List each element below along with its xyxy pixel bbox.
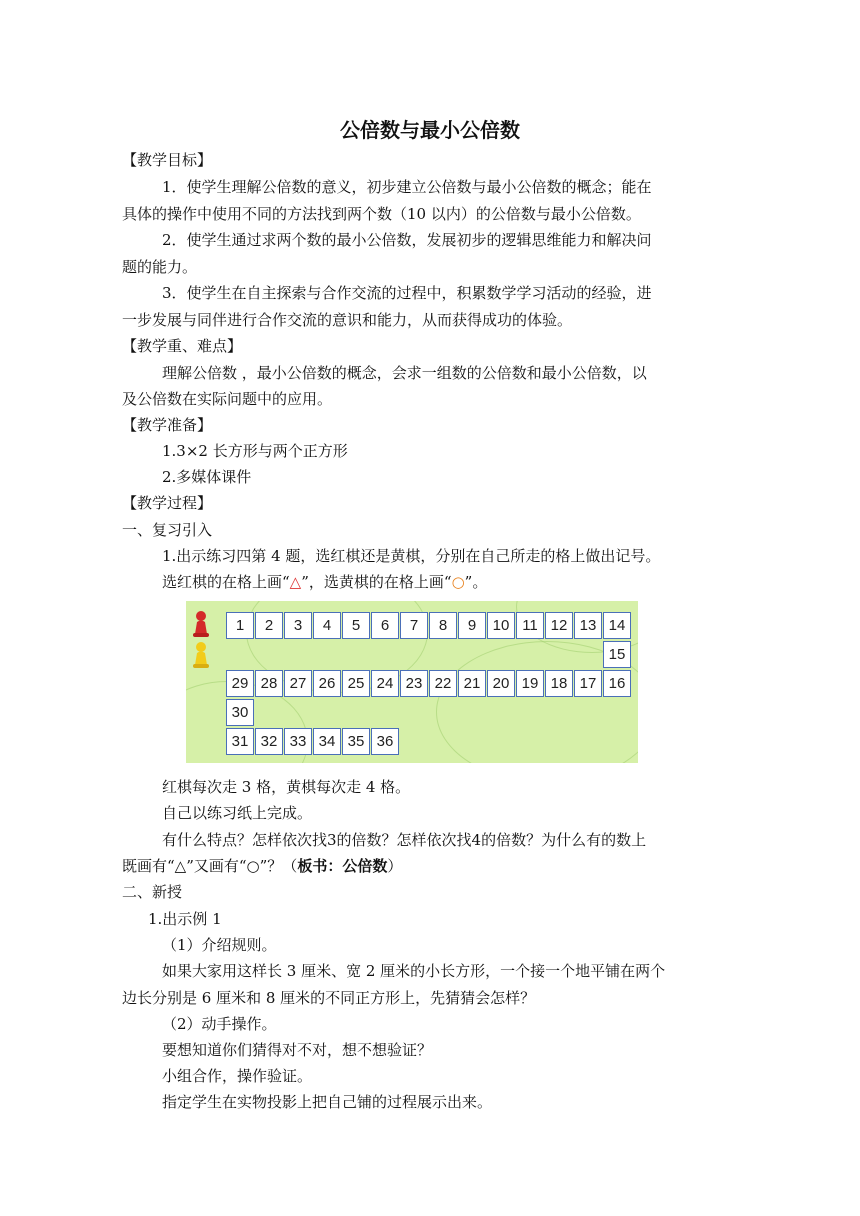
- goal-1-line-b: 具体的操作中使用不同的方法找到两个数（10 以内）的公倍数与最小公倍数。: [122, 205, 641, 223]
- yellow-pawn-icon: [192, 641, 210, 669]
- board-cell-16: 16: [603, 670, 631, 697]
- key-points-heading: 【教学重、难点】: [122, 337, 243, 355]
- exercise-1-instruction: 选红棋的在格上画“△”，选黄棋的在格上画“○”。: [162, 573, 488, 591]
- board-cell-27: 27: [284, 670, 312, 697]
- board-cell-35: 35: [342, 728, 370, 755]
- key-points-line-b: 及公倍数在实际问题中的应用。: [122, 390, 333, 408]
- board-cell-8: 8: [429, 612, 457, 639]
- hands-on-heading: （2）动手操作。: [162, 1015, 277, 1033]
- board-cell-26: 26: [313, 670, 341, 697]
- board-cell-21: 21: [458, 670, 486, 697]
- goals-heading: 【教学目标】: [122, 151, 213, 169]
- board-cell-17: 17: [574, 670, 602, 697]
- prep-item-1: 1.3×2 长方形与两个正方形: [162, 442, 348, 460]
- goal-1-line-a: 1．使学生理解公倍数的意义，初步建立公倍数与最小公倍数的概念；能在: [162, 178, 652, 196]
- board-cell-19: 19: [516, 670, 544, 697]
- triangle-symbol: △: [289, 573, 302, 591]
- part-2-heading: 二、新授: [122, 883, 183, 901]
- example-1-heading: 1.出示例 1: [148, 910, 222, 928]
- goal-3-line-b: 一步发展与同伴进行合作交流的意识和能力，从而获得成功的体验。: [122, 311, 573, 329]
- board-cell-29: 29: [226, 670, 254, 697]
- rule-line-a: 如果大家用这样长 3 厘米、宽 2 厘米的小长方形，一个接一个地平铺在两个: [162, 962, 666, 980]
- board-cell-5: 5: [342, 612, 370, 639]
- exercise-1-text: 1.出示练习四第 4 题，选红棋还是黄棋，分别在自己所走的格上做出记号。: [162, 547, 661, 565]
- board-cell-7: 7: [400, 612, 428, 639]
- question-line-a: 有什么特点？怎样依次找3的倍数？怎样依次找4的倍数？为什么有的数上: [162, 831, 647, 849]
- rule-line-b: 边长分别是 6 厘米和 8 厘米的不同正方形上，先猜猜会怎样？: [122, 989, 536, 1007]
- board-cell-14: 14: [603, 612, 631, 639]
- board-cell-34: 34: [313, 728, 341, 755]
- show-text: 指定学生在实物投影上把自己铺的过程展示出来。: [162, 1093, 493, 1111]
- board-cell-24: 24: [371, 670, 399, 697]
- board-cell-4: 4: [313, 612, 341, 639]
- question-line-b: 既画有“△”又画有“○”？（板书：公倍数）: [122, 857, 403, 875]
- group-text: 小组合作，操作验证。: [162, 1067, 313, 1085]
- key-points-line-a: 理解公倍数 ，最小公倍数的概念，会求一组数的公倍数和最小公倍数，以: [162, 364, 647, 382]
- board-cell-11: 11: [516, 612, 544, 639]
- board-cell-9: 9: [458, 612, 486, 639]
- board-cell-30: 30: [226, 699, 254, 726]
- prep-item-2: 2.多媒体课件: [162, 468, 252, 486]
- board-cell-31: 31: [226, 728, 254, 755]
- step-rule-text: 红棋每次走 3 格，黄棋每次走 4 格。: [162, 778, 411, 796]
- board-cell-13: 13: [574, 612, 602, 639]
- board-cell-32: 32: [255, 728, 283, 755]
- goal-3-line-a: 3．使学生在自主探索与合作交流的过程中，积累数学学习活动的经验，进: [162, 284, 652, 302]
- board-cell-33: 33: [284, 728, 312, 755]
- board-cell-36: 36: [371, 728, 399, 755]
- prep-heading: 【教学准备】: [122, 416, 213, 434]
- game-board: [186, 601, 638, 763]
- board-cell-15: 15: [603, 641, 631, 668]
- part-1-heading: 一、复习引入: [122, 521, 213, 539]
- board-cell-22: 22: [429, 670, 457, 697]
- goal-2-line-a: 2．使学生通过求两个数的最小公倍数，发展初步的逻辑思维能力和解决问: [162, 231, 652, 249]
- verify-text: 要想知道你们猜得对不对，想不想验证？: [162, 1041, 433, 1059]
- board-cell-28: 28: [255, 670, 283, 697]
- board-cell-18: 18: [545, 670, 573, 697]
- rule-intro: （1）介绍规则。: [162, 936, 277, 954]
- board-cell-12: 12: [545, 612, 573, 639]
- board-note: 板书：公倍数: [297, 857, 388, 875]
- board-cell-6: 6: [371, 612, 399, 639]
- red-pawn-icon: [192, 610, 210, 638]
- board-cell-10: 10: [487, 612, 515, 639]
- board-cell-2: 2: [255, 612, 283, 639]
- board-cell-23: 23: [400, 670, 428, 697]
- goal-2-line-b: 题的能力。: [122, 258, 198, 276]
- page-title: 公倍数与最小公倍数: [340, 118, 520, 142]
- process-heading: 【教学过程】: [122, 494, 213, 512]
- board-cell-3: 3: [284, 612, 312, 639]
- board-cell-20: 20: [487, 670, 515, 697]
- self-complete-text: 自己以练习纸上完成。: [162, 804, 313, 822]
- board-cell-1: 1: [226, 612, 254, 639]
- board-cell-25: 25: [342, 670, 370, 697]
- circle-symbol: ○: [451, 573, 465, 591]
